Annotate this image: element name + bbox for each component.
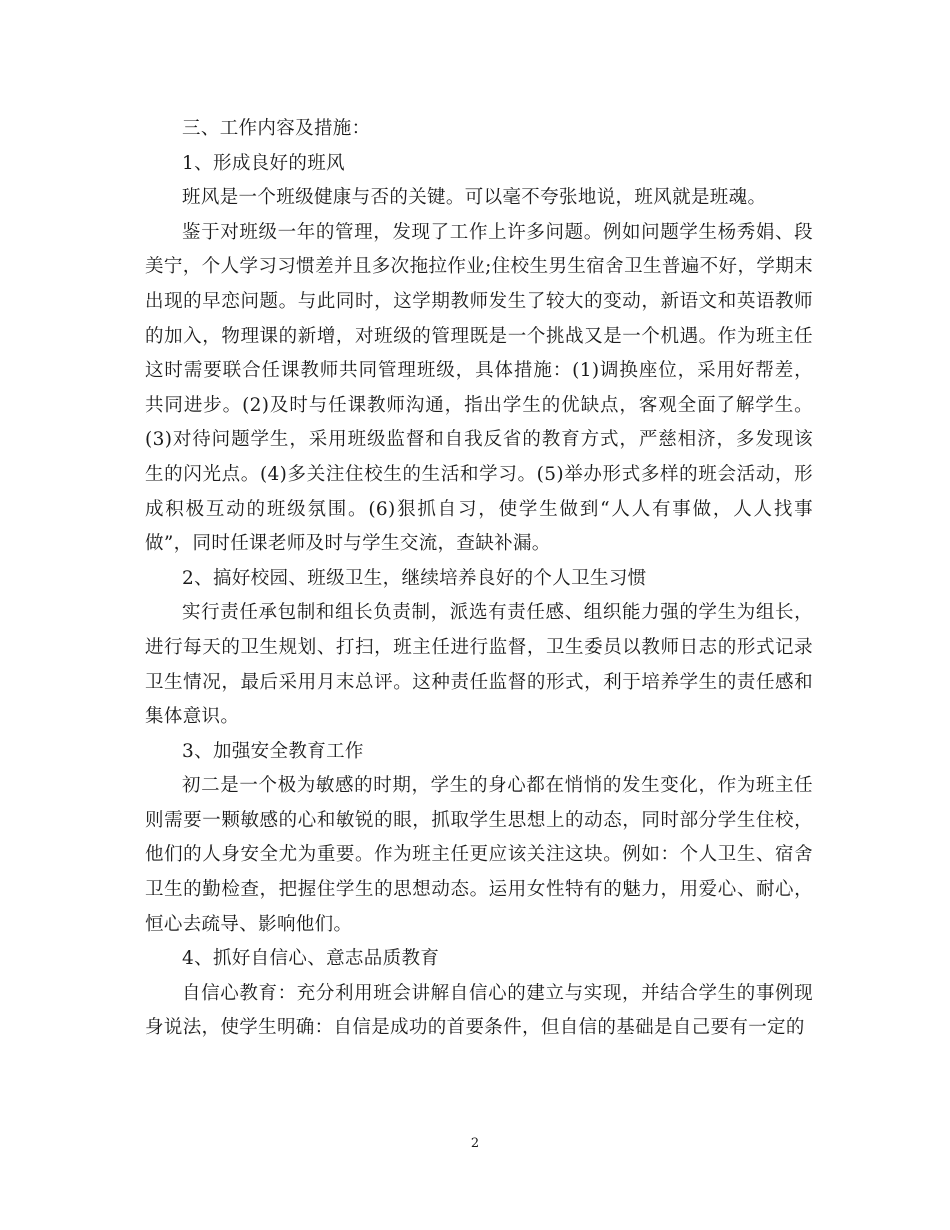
subheading-class-style: 1、形成良好的班风 xyxy=(182,152,345,174)
paragraph: 初二是一个极为敏感的时期，学生的身心都在悄悄的发生变化，作为班主任则需要一颗敏感的心和敏锐的眼，抓取学生思想上的动态，同时部分学生住校，他们的人身安全尤为重要。作为班主任更应该关注这块。例如：个人卫生、宿舍卫生的勤检查，把握住学生的思想动态。运用女性特有的魅力，用爱心、耐心，恒心去疏导、影响他们。 xyxy=(145,775,813,935)
section-heading: 三、工作内容及措施： xyxy=(182,118,371,139)
paragraph: 鉴于对班级一年的管理，发现了工作上许多问题。例如问题学生杨秀娟、段美宁，个人学习习惯差并且多次拖拉作业;住校生男生宿舍卫生普遍不好，学期末出现的早恋问题。与此同时，这学期教师发生了较大的变动，新语文和英语教师的加入，物理课的新增，对班级的管理既是一个挑战又是一个机遇。作为班主任这时需要联合任课教师共同管理班级，具体措施：(1)调换座位，采用好帮差，共同进步。(2)及时与任课教师沟通，指出学生的优缺点，客观全面了解学生。(3)对待问题学生，采用班级监督和自我反省的教育方式，严慈相济，多发现该生的闪光点。(4)多关注住校生的生活和学习。(5)举办形式多样的班会活动，形成积极互动的班级氛围。(6)狠抓自习，使学生做到“人人有事做，人人找事做”，同时任课老师及时与学生交流，查缺补漏。 xyxy=(145,221,813,555)
document-body xyxy=(145,112,813,1046)
subheading-safety: 3、加强安全教育工作 xyxy=(182,740,364,762)
subheading-hygiene: 2、搞好校园、班级卫生，继续培养良好的个人卫生习惯 xyxy=(182,567,647,589)
paragraph: 班风是一个班级健康与否的关键。可以毫不夸张地说，班风就是班魂。 xyxy=(182,187,767,209)
page-number: 2 xyxy=(470,1136,480,1151)
subheading-confidence: 4、抓好自信心、意志品质教育 xyxy=(182,948,440,970)
paragraph: 实行责任承包制和组长负责制，派选有责任感、组织能力强的学生为组长，进行每天的卫生规划、打扫，班主任进行监督，卫生委员以教师日志的形式记录卫生情况，最后采用月末总评。这种责任监督的形式，利于培养学生的责任感和集体意识。 xyxy=(145,602,813,728)
paragraph: 自信心教育：充分利用班会讲解自信心的建立与实现，并结合学生的事例现身说法，使学生明确：自信是成功的首要条件，但自信的基础是自己要有一定的 xyxy=(145,982,813,1039)
